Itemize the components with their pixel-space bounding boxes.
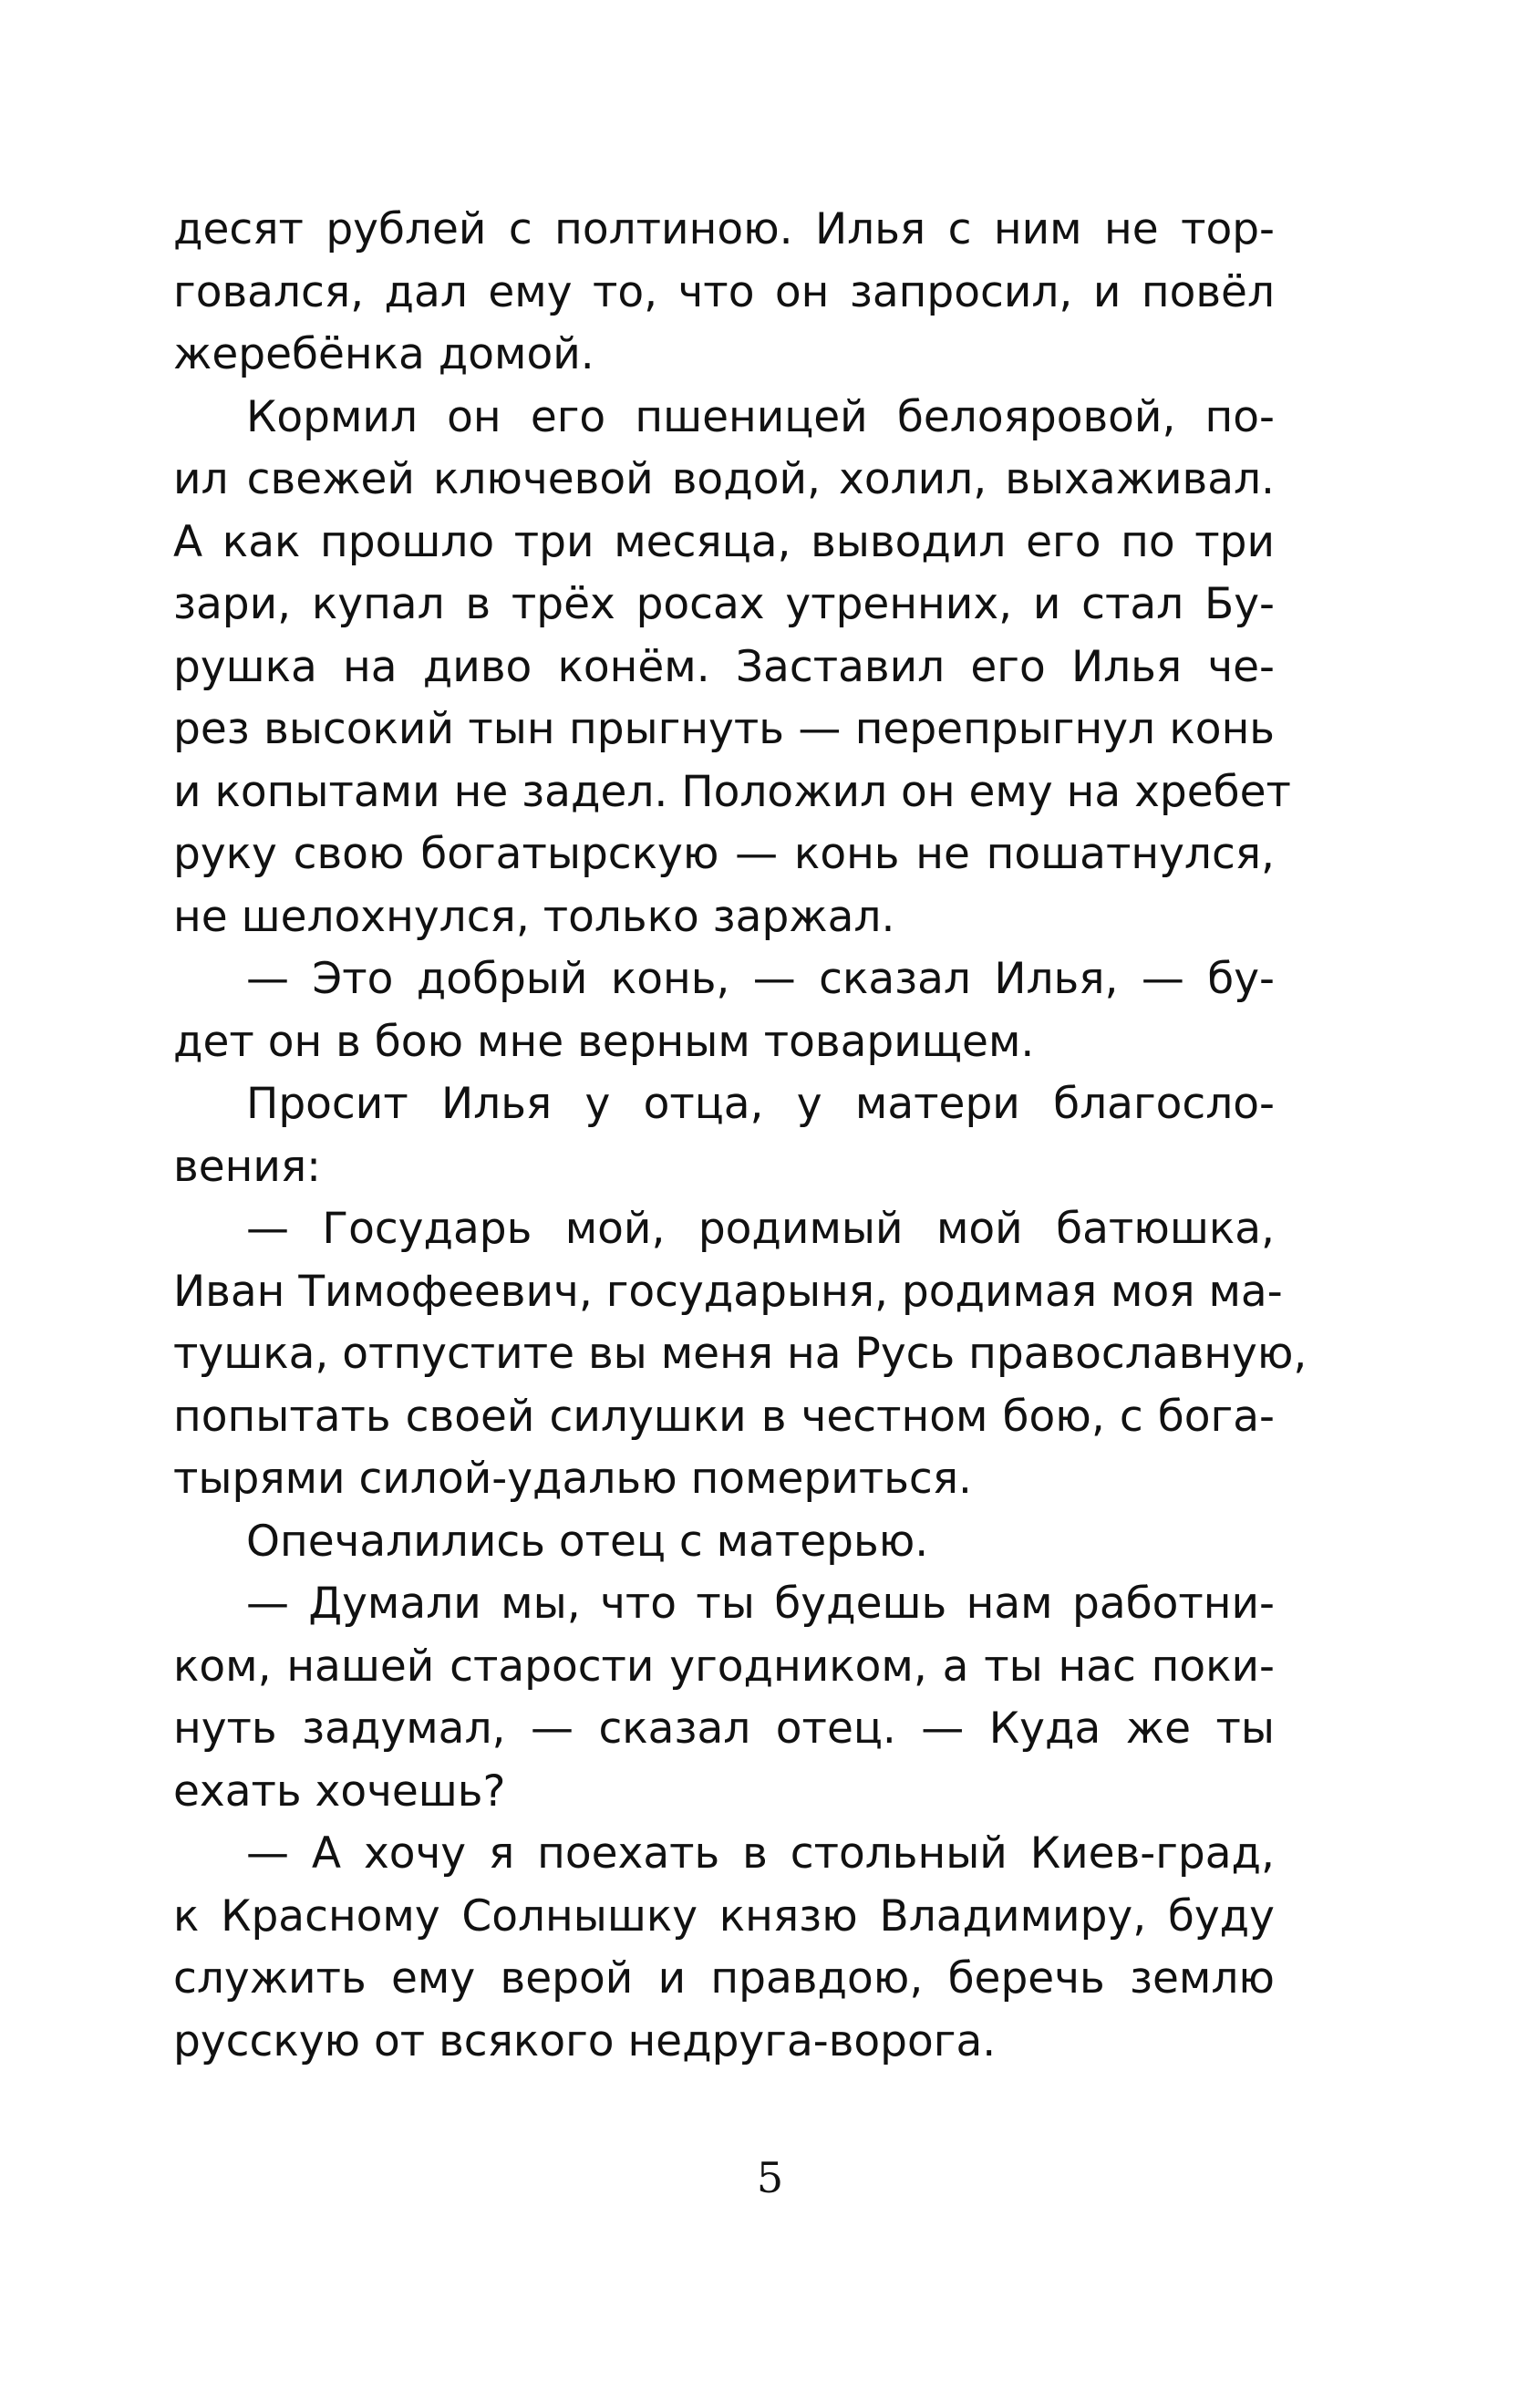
text-line: ехать хочешь? — [173, 1766, 506, 1817]
text-line: — Это добрый конь, — сказал Илья, — бу- — [246, 954, 1275, 1004]
text-line: служить ему верой и правдою, беречь землю — [173, 1953, 1275, 2004]
paragraph — [173, 1073, 1275, 1198]
text-line: и копытами не задел. Положил он ему на хребет — [173, 766, 1291, 817]
paragraph — [173, 199, 1275, 387]
text-line: — Думали мы, что ты будешь нам работни- — [246, 1579, 1275, 1629]
text-line: Иван Тимофеевич, государыня, родимая моя ма- — [173, 1266, 1283, 1317]
text-line: А как прошло три месяца, выводил его по три — [173, 516, 1275, 567]
text-line: зари, купал в трёх росах утренних, и стал Бу- — [173, 579, 1275, 629]
text-line: тушка, отпустите вы меня на Русь православную, — [173, 1329, 1307, 1379]
text-line: руку свою богатырскую — конь не пошатнулся, — [173, 829, 1275, 879]
paragraph — [173, 948, 1275, 1073]
text-line: десят рублей с полтиною. Илья с ним не тор- — [173, 204, 1275, 254]
text-line: Кормил он его пшеницей белояровой, по- — [246, 391, 1275, 442]
text-line: ил свежей ключевой водой, холил, выхаживал. — [173, 454, 1275, 504]
paragraph — [173, 1823, 1275, 2073]
paragraph — [173, 1198, 1307, 1511]
text-line: Опечалились отец с матерью. — [246, 1516, 929, 1567]
text-line: рез высокий тын прыгнуть — перепрыгнул конь — [173, 704, 1275, 754]
text-line: жеребёнка домой. — [173, 329, 594, 379]
text-line: тырями силой-удалью помериться. — [173, 1454, 972, 1504]
paragraph — [173, 387, 1291, 949]
text-line: говался, дал ему то, что он запросил, и повёл — [173, 266, 1275, 317]
page-body — [173, 199, 1307, 2073]
text-line: к Красному Солнышку князю Владимиру, буду — [173, 1890, 1275, 1942]
text-line: вения: — [173, 1141, 321, 1192]
paragraph — [173, 1511, 1275, 1574]
text-line: Просит Илья у отца, у матери благосло- — [246, 1079, 1275, 1129]
text-line: нуть задумал, — сказал отец. — Куда же ты — [173, 1703, 1275, 1754]
text-line: не шелохнулся, только заржал. — [173, 891, 895, 942]
text-line: рушка на диво конём. Заставил его Илья че- — [173, 641, 1275, 692]
text-line: попытать своей силушки в честном бою, с бога- — [173, 1391, 1275, 1442]
text-line: русскую от всякого недруга-ворога. — [173, 2015, 997, 2066]
paragraph — [173, 1573, 1275, 1823]
text-line: — Государь мой, родимый мой батюшка, — [246, 1204, 1275, 1254]
page-number: 5 — [756, 2153, 784, 2202]
text-line: дет он в бою мне верным товарищем. — [173, 1016, 1035, 1067]
text-line: — А хочу я поехать в стольный Киев-град, — [246, 1828, 1275, 1879]
text-line: ком, нашей старости угодником, а ты нас поки- — [173, 1641, 1275, 1692]
